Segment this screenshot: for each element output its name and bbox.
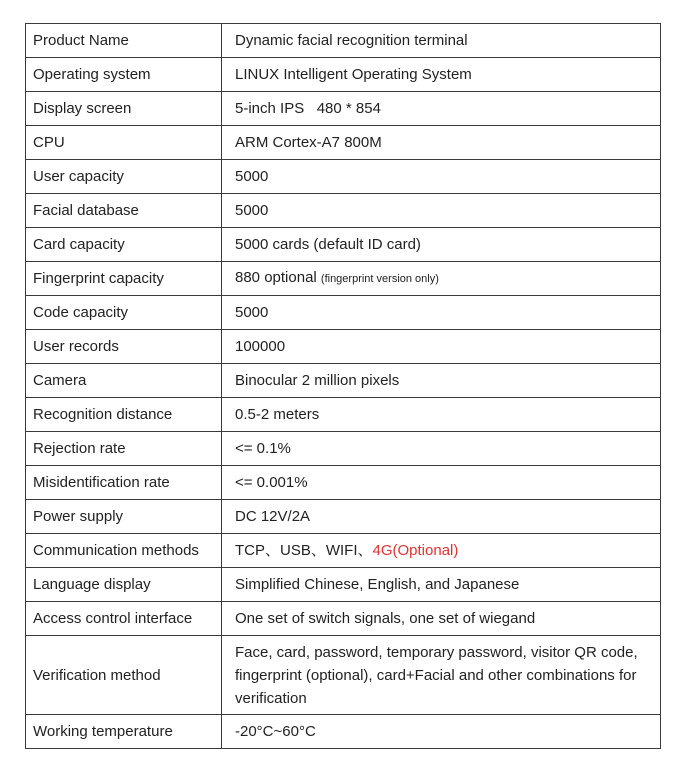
spec-label: Code capacity <box>26 296 222 330</box>
spec-table-body <box>26 24 661 749</box>
spec-table <box>25 23 661 749</box>
spec-row-product-name <box>26 24 661 58</box>
spec-value: 5000 <box>222 160 661 194</box>
spec-row-recognition-distance <box>26 398 661 432</box>
spec-row-user-records <box>26 330 661 364</box>
spec-value: Binocular 2 million pixels <box>222 364 661 398</box>
spec-value: 5000 <box>222 194 661 228</box>
spec-label: Card capacity <box>26 228 222 262</box>
spec-label: Misidentification rate <box>26 466 222 500</box>
spec-row-access-control-interface <box>26 602 661 636</box>
spec-label: Language display <box>26 568 222 602</box>
spec-row-rejection-rate <box>26 432 661 466</box>
spec-value: <= 0.1% <box>222 432 661 466</box>
spec-value: -20°C~60°C <box>222 715 661 749</box>
spec-label: Power supply <box>26 500 222 534</box>
spec-row-operating-system <box>26 58 661 92</box>
spec-row-misidentification-rate <box>26 466 661 500</box>
spec-value: 5000 cards (default ID card) <box>222 228 661 262</box>
spec-value: 0.5-2 meters <box>222 398 661 432</box>
spec-label: Rejection rate <box>26 432 222 466</box>
spec-value-note: (fingerprint version only) <box>320 273 439 285</box>
spec-label: User records <box>26 330 222 364</box>
spec-value: <= 0.001% <box>222 466 661 500</box>
spec-value: Face, card, password, temporary password, visitor QR code, fingerprint (optional), card+Facial and other combinations for verification <box>222 636 661 715</box>
spec-row-cpu <box>26 126 661 160</box>
spec-label: Recognition distance <box>26 398 222 432</box>
spec-value-cell <box>222 534 661 568</box>
spec-row-power-supply <box>26 500 661 534</box>
spec-row-code-capacity <box>26 296 661 330</box>
spec-row-language-display <box>26 568 661 602</box>
spec-value: 5000 <box>222 296 661 330</box>
spec-row-verification-method <box>26 636 661 715</box>
spec-label: CPU <box>26 126 222 160</box>
spec-value: ARM Cortex-A7 800M <box>222 126 661 160</box>
spec-label: Fingerprint capacity <box>26 262 222 296</box>
spec-label: Camera <box>26 364 222 398</box>
spec-row-card-capacity <box>26 228 661 262</box>
spec-row-camera <box>26 364 661 398</box>
spec-value: LINUX Intelligent Operating System <box>222 58 661 92</box>
spec-value: 5-inch IPS 480 * 854 <box>222 92 661 126</box>
spec-value: One set of switch signals, one set of wiegand <box>222 602 661 636</box>
spec-value-cell <box>222 262 661 296</box>
spec-value: 880 optional <box>235 269 321 286</box>
spec-label: User capacity <box>26 160 222 194</box>
spec-value-highlight: 4G(Optional) <box>372 542 459 559</box>
spec-value: 100000 <box>222 330 661 364</box>
spec-row-fingerprint-capacity <box>26 262 661 296</box>
spec-label: Access control interface <box>26 602 222 636</box>
spec-row-communication-methods <box>26 534 661 568</box>
spec-value: DC 12V/2A <box>222 500 661 534</box>
spec-label: Working temperature <box>26 715 222 749</box>
spec-value: Simplified Chinese, English, and Japanese <box>222 568 661 602</box>
spec-row-display-screen <box>26 92 661 126</box>
spec-value: TCP、USB、WIFI、 <box>235 542 373 559</box>
spec-row-user-capacity <box>26 160 661 194</box>
spec-label: Product Name <box>26 24 222 58</box>
spec-label: Operating system <box>26 58 222 92</box>
spec-label: Communication methods <box>26 534 222 568</box>
spec-label: Verification method <box>26 636 222 715</box>
spec-value: Dynamic facial recognition terminal <box>222 24 661 58</box>
spec-row-facial-database <box>26 194 661 228</box>
spec-row-working-temperature <box>26 715 661 749</box>
spec-label: Facial database <box>26 194 222 228</box>
spec-label: Display screen <box>26 92 222 126</box>
